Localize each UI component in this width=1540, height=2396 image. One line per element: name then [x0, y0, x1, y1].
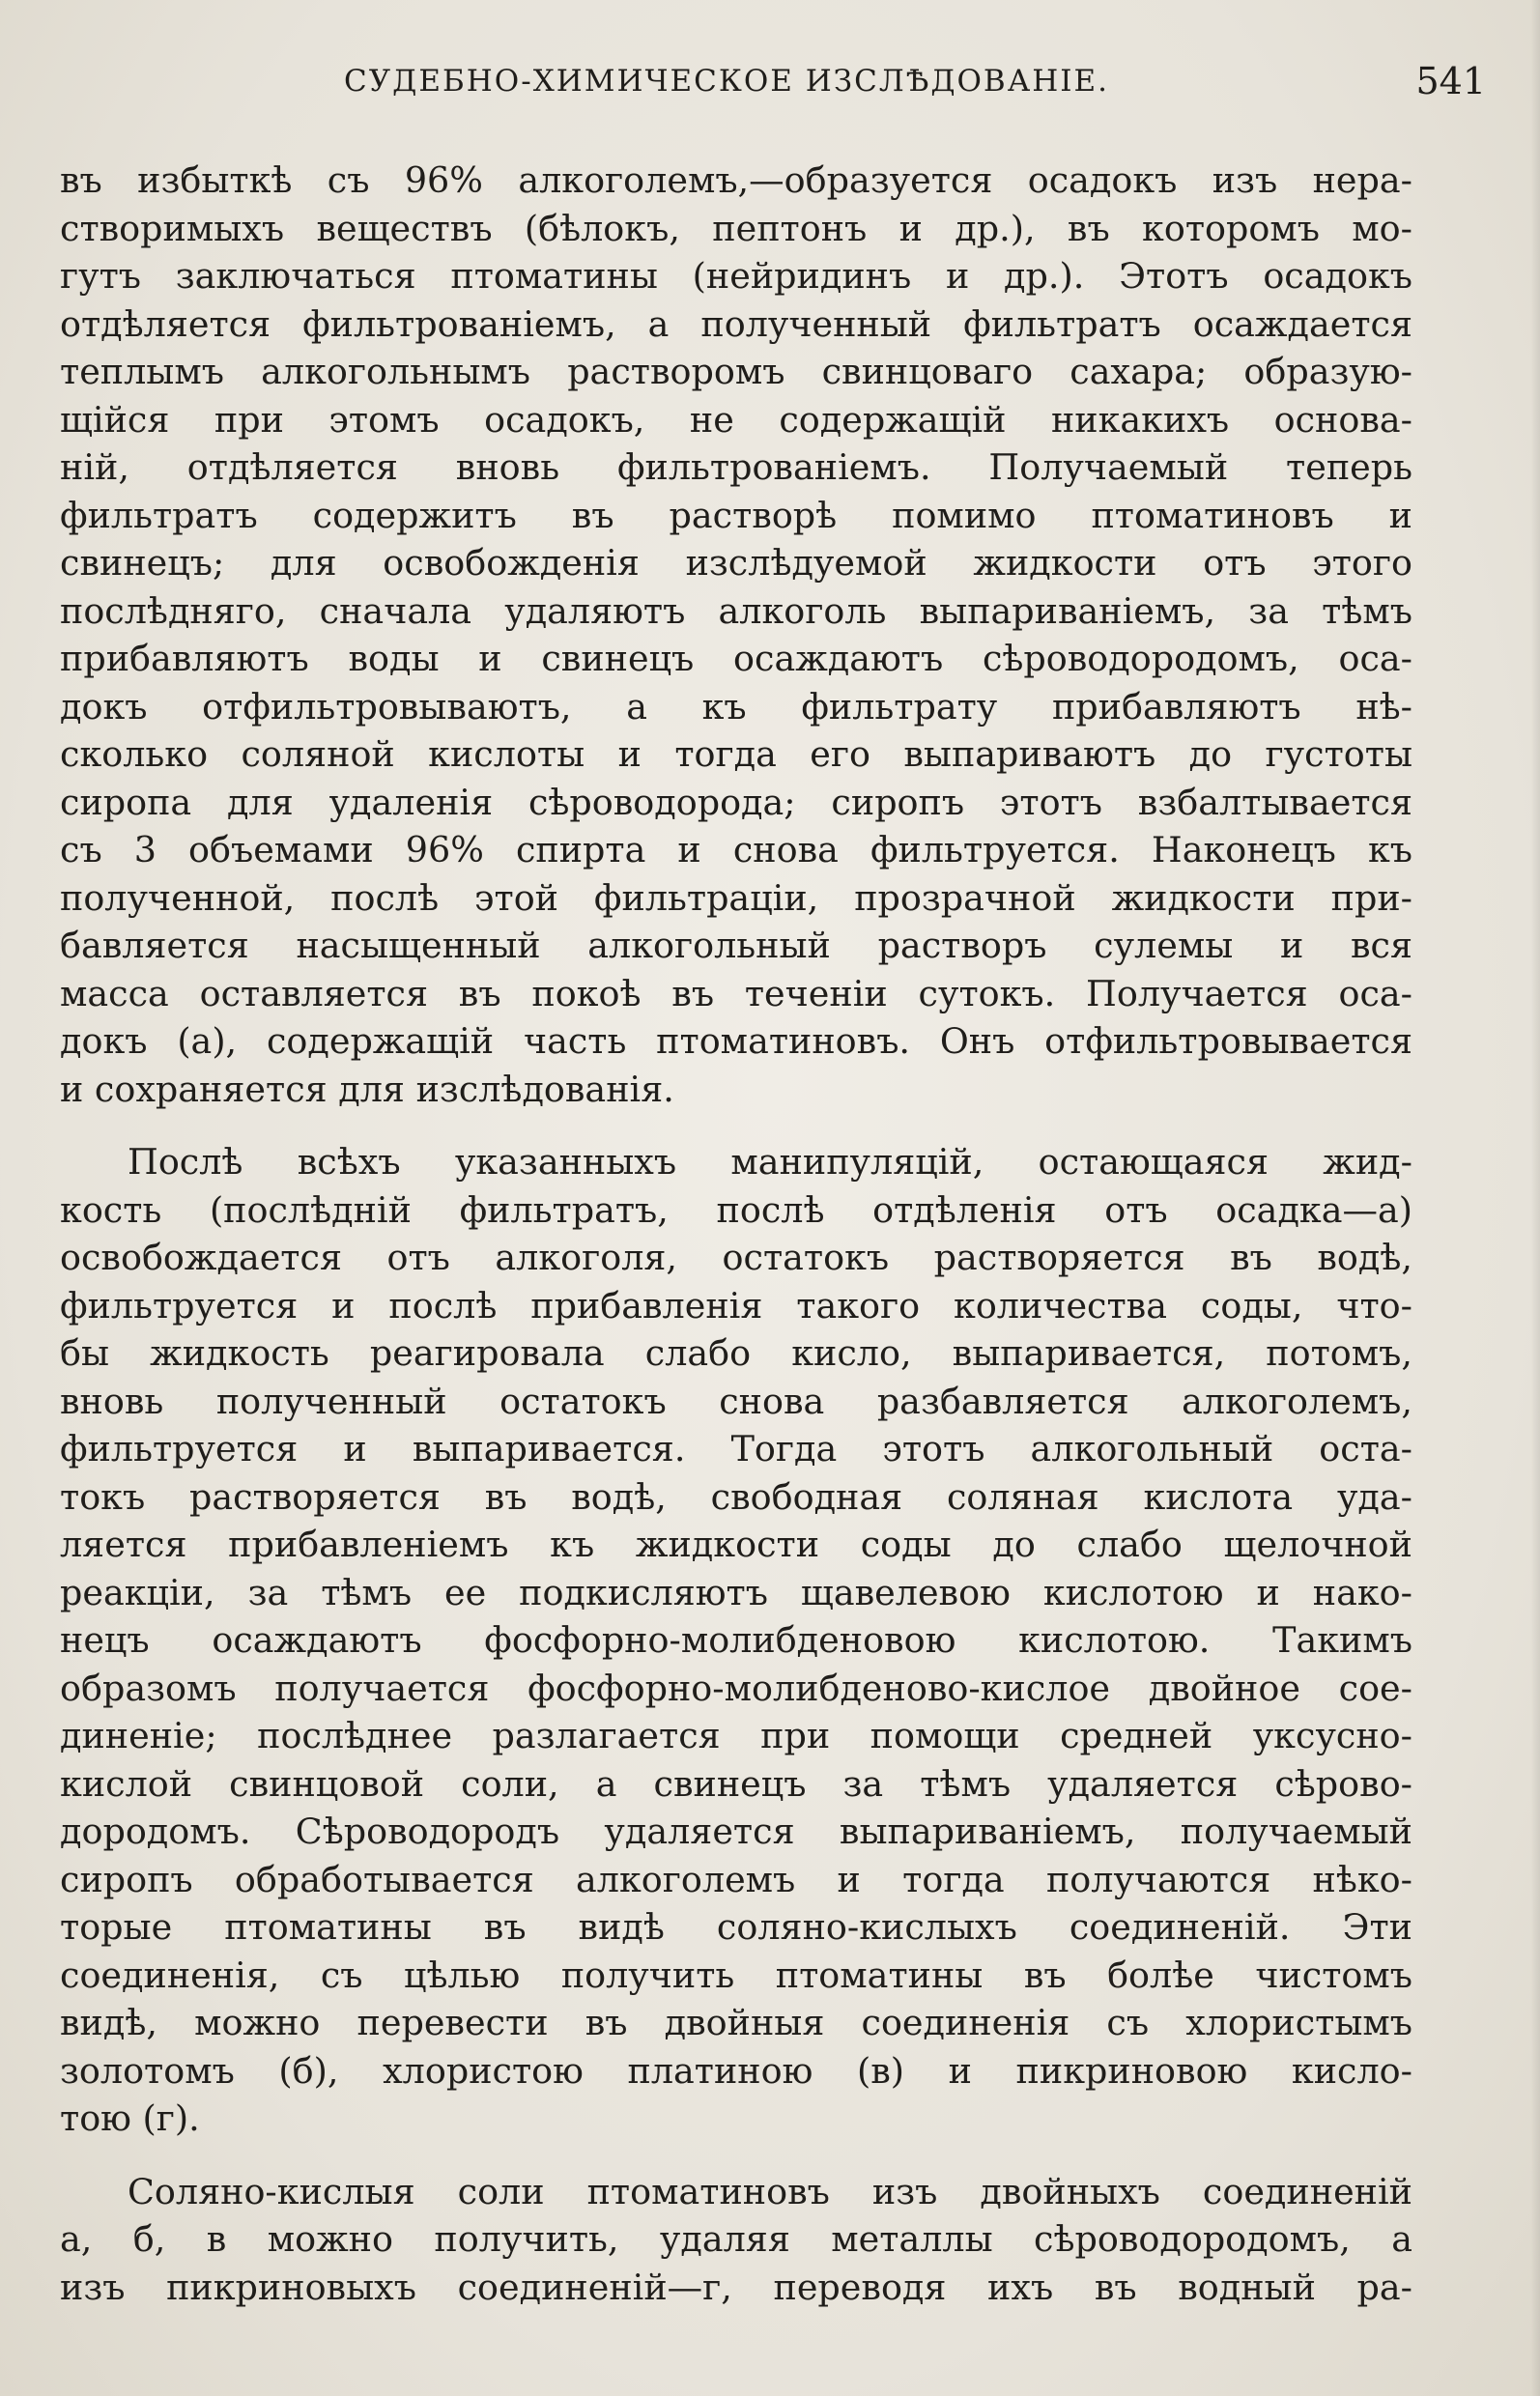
- running-title: СУДЕБНО-ХИМИЧЕСКОЕ ИЗСЛѢДОВАНІЕ.: [344, 64, 1109, 99]
- text-line: и сохраняется для изслѣдованія.: [60, 1068, 674, 1110]
- text-line: въ избыткѣ съ 96% алкоголемъ,—образуется осадокъ изъ нера-: [60, 159, 1412, 201]
- text-line: образомъ получается фосфорно-молибденово-кислое двойное сое-: [60, 1667, 1412, 1709]
- text-line: золотомъ (б), хлористою платиною (в) и пикриновою кисло-: [60, 2049, 1412, 2092]
- text-line: дородомъ. Сѣроводородъ удаляется выпариваніемъ, получаемый: [60, 1811, 1412, 1852]
- text-line: съ 3 объемами 96% спирта и снова фильтруется. Наконецъ къ: [60, 829, 1412, 870]
- text-line: бавляется насыщенный алкогольный растворъ сулемы и вся: [60, 925, 1412, 966]
- text-line: торые птоматины въ видѣ соляно-кислыхъ соединеній. Эти: [60, 1906, 1412, 1948]
- text-line: сколько соляной кислоты и тогда его выпариваютъ до густоты: [60, 733, 1412, 775]
- text-body: [60, 157, 1412, 2311]
- text-line: нецъ осаждаютъ фосфорно-молибденовою кислотою. Такимъ: [60, 1619, 1412, 1661]
- page-number: 541: [1415, 60, 1486, 102]
- text-line: кость (послѣдній фильтратъ, послѣ отдѣленія отъ осадка—а): [60, 1188, 1412, 1231]
- text-line: гутъ заключаться птоматины (нейридинъ и др.). Этотъ осадокъ: [60, 255, 1412, 297]
- text-line: тою (г).: [60, 2097, 200, 2139]
- text-line: полученной, послѣ этой фильтраціи, прозрачной жидкости при-: [60, 876, 1412, 919]
- text-line: бы жидкость реагировала слабо кисло, выпаривается, потомъ,: [60, 1332, 1412, 1374]
- text-line: ній, отдѣляется вновь фильтрованіемъ. Получаемый теперь: [60, 446, 1412, 488]
- text-line: а, б, в можно получить, удаляя металлы сѣроводородомъ, а: [60, 2218, 1412, 2260]
- text-line: масса оставляется въ покоѣ въ теченіи сутокъ. Получается оса-: [60, 972, 1412, 1014]
- paragraph-1: [60, 157, 1412, 1113]
- text-line: кислой свинцовой соли, а свинецъ за тѣмъ удаляется сѣрово-: [60, 1762, 1412, 1805]
- text-line: изъ пикриновыхъ соединеній—г, переводя ихъ въ водный ра-: [60, 2266, 1412, 2308]
- text-line: отдѣляется фильтрованіемъ, а полученный фильтратъ осаждается: [60, 302, 1412, 345]
- text-line: докъ отфильтровываютъ, а къ фильтрату прибавляютъ нѣ-: [60, 685, 1412, 727]
- text-line: реакціи, за тѣмъ ее подкисляютъ щавелевою кислотою и нако-: [60, 1571, 1412, 1613]
- text-line: диненіе; послѣднее разлагается при помощи средней уксусно-: [60, 1715, 1412, 1756]
- text-line: свинецъ; для освобожденія изслѣдуемой жидкости отъ этого: [60, 542, 1412, 584]
- text-line: фильтруется и послѣ прибавленія такого количества соды, что-: [60, 1284, 1412, 1326]
- text-line: Послѣ всѣхъ указанныхъ манипуляцій, остающаяся жид-: [128, 1141, 1412, 1183]
- text-line: теплымъ алкогольнымъ растворомъ свинцоваго сахара; образую-: [60, 351, 1412, 392]
- text-line: вновь полученный остатокъ снова разбавляется алкоголемъ,: [60, 1380, 1412, 1422]
- text-line: створимыхъ веществъ (бѣлокъ, пептонъ и др.), въ которомъ мо-: [60, 207, 1412, 249]
- text-line: освобождается отъ алкоголя, остатокъ растворяется въ водѣ,: [60, 1237, 1412, 1278]
- text-line: Соляно-кислыя соли птоматиновъ изъ двойныхъ соединеній: [128, 2170, 1412, 2212]
- page-edge-shadow: [1530, 0, 1540, 2396]
- text-line: видѣ, можно перевести въ двойныя соединенія съ хлористымъ: [60, 2002, 1412, 2043]
- text-line: щійся при этомъ осадокъ, не содержащій никакихъ основа-: [60, 398, 1412, 441]
- running-header: [58, 60, 1486, 110]
- text-line: сиропъ обработывается алкоголемъ и тогда получаются нѣко-: [60, 1858, 1412, 1900]
- text-line: фильтруется и выпаривается. Тогда этотъ алкогольный оста-: [60, 1428, 1412, 1469]
- text-line: сиропа для удаленія сѣроводорода; сиропъ этотъ взбалтывается: [60, 781, 1412, 823]
- paragraph-2: [60, 1138, 1412, 2143]
- text-line: докъ (а), содержащій часть птоматиновъ. Онъ отфильтровывается: [60, 1020, 1412, 1062]
- text-line: соединенія, съ цѣлью получить птоматины въ болѣе чистомъ: [60, 1954, 1412, 1996]
- text-line: послѣдняго, сначала удаляютъ алкоголь выпариваніемъ, за тѣмъ: [60, 589, 1412, 632]
- paragraph-3: [60, 2168, 1412, 2312]
- text-line: ляется прибавленіемъ къ жидкости соды до слабо щелочной: [60, 1524, 1412, 1565]
- text-line: токъ растворяется въ водѣ, свободная соляная кислота уда-: [60, 1475, 1412, 1518]
- text-line: фильтратъ содержитъ въ растворѣ помимо птоматиновъ и: [60, 494, 1412, 536]
- text-line: прибавляютъ воды и свинецъ осаждаютъ сѣроводородомъ, оса-: [60, 638, 1412, 679]
